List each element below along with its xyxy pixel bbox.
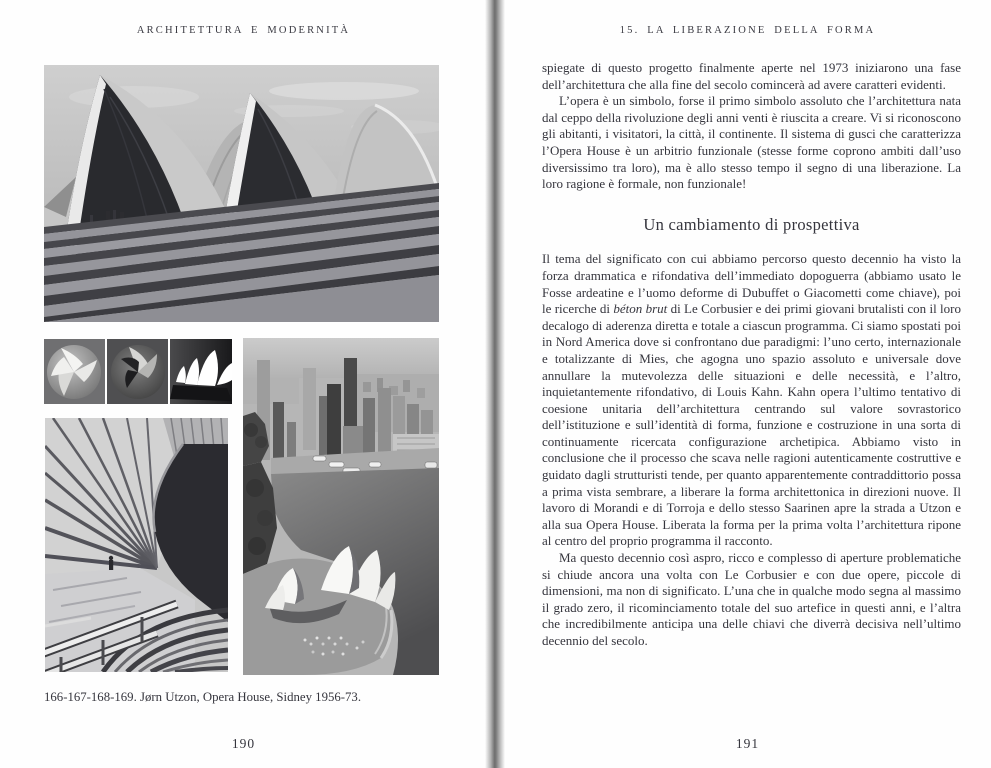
- page-number-right: 191: [735, 736, 760, 751]
- body-text-column: [542, 60, 961, 650]
- photo-sphere-geometry-panels: [44, 339, 232, 404]
- aerial-harbour-image: [243, 338, 439, 675]
- paragraph-continuation: spiegate di questo progetto finalmente aperte nel 1973 iniziarono una fase dell’architettura che alla fine del secolo comincerà ad avere caratteri evidenti.: [542, 60, 961, 92]
- photo-aerial-harbour-opera-house: [243, 338, 439, 675]
- running-head-right: 15. LA LIBERAZIONE DELLA FORMA: [619, 25, 876, 36]
- paragraph-tema-significato: [542, 251, 961, 550]
- sphere-geometry-image: [44, 339, 232, 404]
- figure-caption: 166-167-168-169. Jørn Utzon, Opera House, Sidney 1956-73.: [44, 690, 362, 704]
- book-gutter: [485, 0, 505, 768]
- photo-interior-concourse: [45, 418, 228, 672]
- section-heading: Un cambiamento di prospettiva: [643, 214, 860, 234]
- interior-concourse-image: [45, 418, 228, 672]
- paragraph-3-pre: Il tema del significato con cui abbiamo percorso questo decennio ha visto la forza drammatica e rifondativa dell’immediato dopoguerra (abbiamo usato le Fosse ardeatine e l’uomo deforme di Dubuffet o Giacometti come chiave), poi le ricerche di: [542, 251, 961, 317]
- opera-house-sails-steps-image: [44, 65, 439, 322]
- paragraph-3-post: di Le Corbusier e dei primi giovani brutalisti con il loro decalogo di aderenza diretta e totale a ciascun programma. Ci siamo spostati poi in Nord America dove si confrontano due paradigmi: l’uno certo, internazionale e totalizzante di Mies, che agogna uno spazio assoluto e universale dove annullare la mutevolezza delle situazioni e delle necessità, e l’altro, inquietantemente rifondativo, di Louis Kahn. Kahn opera l’ultimo tentativo di coesione unitaria dell’architettura centrando sul valore sovrastorico dell’istituzione e sull’identità di forma, funzione e costruzione in una sorta di continuamente ricercata configurazione archetipica. Abbiamo visto in conclusione che il processo che scava nelle ragioni autenticamente costruttive e guidato dagli strutturisti tende, per quanto apparentemente contraddittorio possa a prima vista sembrare, a liberare la forma architettonica in direzioni nuove. Il lavoro di Morandi e di Torroja e dello stesso Saarinen apre la strada a Utzon e alla sua Opera House. Liberata la forma per la prima volta l’architettura ripone al centro del proprio programma il racconto.: [542, 301, 961, 549]
- paragraph-decennio-chiusura: Ma questo decennio così aspro, ricco e complesso di aperture problematiche si chiude ancora una volta con Le Corbusier e con due opere, piccole di dimensioni, ma non di significato. L’una che in qualche modo segna al massimo il grado zero, il ricominciamento totale del suo artefice in questi anni, e l’altra che incredibilmente anticipa una delle chiavi che diverrà decisiva nell’ultimo decennio del secolo.: [542, 550, 961, 648]
- paragraph-3-italic-term: béton brut: [613, 301, 668, 317]
- running-head-left: ARCHITETTURA E MODERNITÀ: [136, 25, 351, 36]
- page-number-left: 190: [231, 736, 256, 751]
- photo-opera-house-sails-and-steps: [44, 65, 439, 322]
- paragraph-opera-symbol: L’opera è un simbolo, forse il primo simbolo assoluto che l’architettura nata dal ceppo della rivoluzione degli anni venti è riuscita a creare. Vi si riconoscono gli abitanti, i visitatori, la città, il continente. Il sistema di gusci che caratterizza l’Opera House è un arbitrio funzionale (stesse forme coprono ambiti dall’uso diversissimo tra loro), ma è allo stesso tempo il segno di una liberazione. La loro ragione è formale, non funzionale!: [542, 93, 961, 192]
